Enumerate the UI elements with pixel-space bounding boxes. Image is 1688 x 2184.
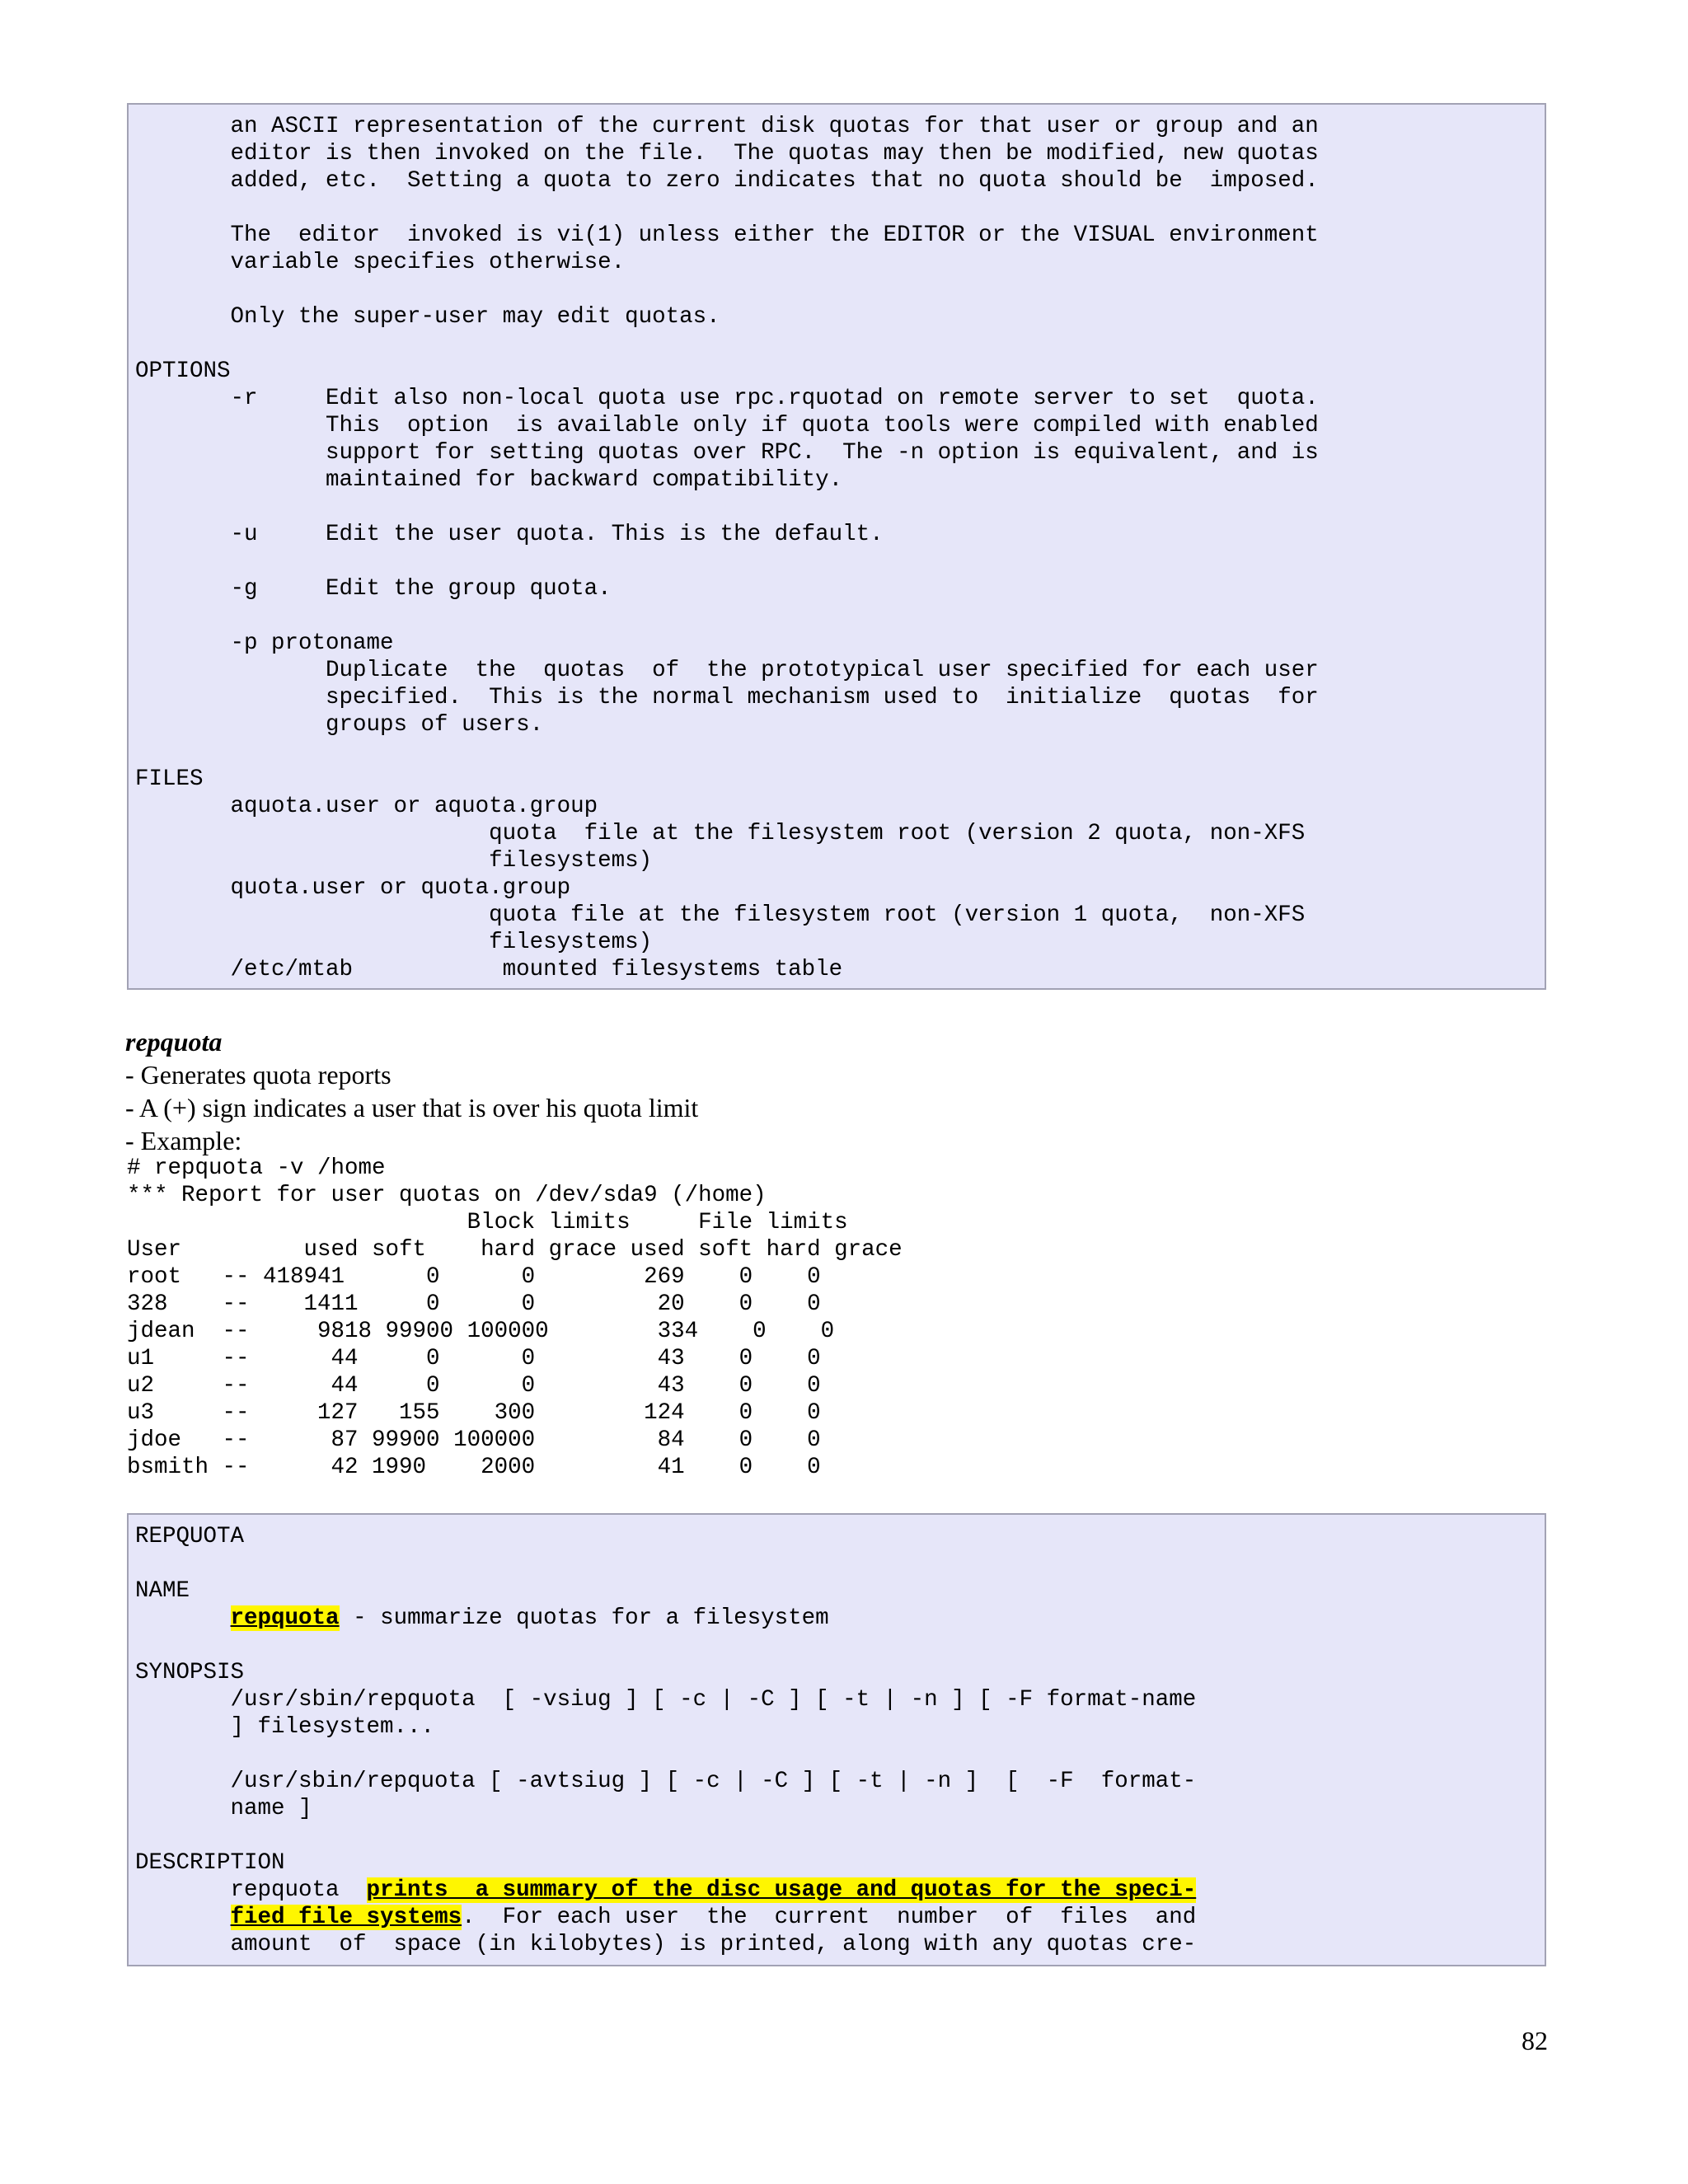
indent: [135, 1905, 231, 1930]
synopsis-line: /usr/sbin/repquota [ -vsiug ] [ -c | -C ] [ -t | -n ] [ -F format-name: [135, 1687, 1197, 1713]
indent: [135, 1605, 231, 1631]
bullet-generates-reports: - Generates quota reports: [125, 1060, 392, 1090]
name-highlight: repquota: [230, 1605, 340, 1631]
manpage-line: FILES: [135, 766, 204, 792]
repquota-example-output: [127, 1155, 903, 1481]
manpage-line: added, etc. Setting a quota to zero indicates that no quota should be imposed.: [135, 168, 1319, 194]
manpage-line: variable specifies otherwise.: [135, 250, 626, 275]
description-highlight-1: prints a summary of the disc usage and quotas for the speci-: [366, 1877, 1197, 1903]
repquota-manpage-text: [129, 1515, 1545, 1958]
report-line: u3 -- 127 155 300 124 0 0: [127, 1400, 821, 1426]
bullet-plus-sign: - A (+) sign indicates a user that is over his quota limit: [125, 1093, 699, 1122]
manpage-line: maintained for backward compatibility.: [135, 467, 843, 493]
report-line: Block limits File limits: [127, 1210, 848, 1235]
manpage-line: OPTIONS: [135, 359, 231, 384]
synopsis-heading: SYNOPSIS: [135, 1660, 245, 1685]
report-line: 328 -- 1411 0 0 20 0 0: [127, 1291, 821, 1317]
description-heading: DESCRIPTION: [135, 1850, 285, 1876]
manpage-line: specified. This is the normal mechanism used to initialize quotas for: [135, 685, 1319, 710]
manpage-line: groups of users.: [135, 712, 544, 738]
report-line: root -- 418941 0 0 269 0 0: [127, 1264, 821, 1290]
description-text-3: amount of space (in kilobytes) is printed, along with any quotas cre-: [135, 1932, 1197, 1957]
synopsis-line: name ]: [135, 1796, 312, 1821]
bullet-example: - Example:: [125, 1126, 242, 1155]
report-line: jdoe -- 87 99900 100000 84 0 0: [127, 1427, 821, 1453]
description-prefix: repquota: [135, 1877, 367, 1903]
manpage-title: REPQUOTA: [135, 1524, 245, 1549]
manpage-line: -g Edit the group quota.: [135, 576, 612, 602]
description-highlight-2: fied file systems: [230, 1905, 462, 1930]
repquota-heading: repquota: [125, 1027, 223, 1057]
report-line: u2 -- 44 0 0 43 0 0: [127, 1373, 821, 1399]
manpage-line: This option is available only if quota tools were compiled with enabled: [135, 413, 1319, 438]
manpage-line: an ASCII representation of the current disk quotas for that user or group and an: [135, 114, 1319, 139]
manpage-line: filesystems): [135, 848, 653, 874]
manpage-line: Only the super-user may edit quotas.: [135, 304, 720, 330]
report-line: *** Report for user quotas on /dev/sda9 (/home): [127, 1183, 767, 1208]
report-line: User used soft hard grace used soft hard grace: [127, 1237, 903, 1263]
manpage-line: editor is then invoked on the file. The quotas may then be modified, new quotas: [135, 141, 1319, 166]
synopsis-line: ] filesystem...: [135, 1714, 435, 1740]
report-line: bsmith -- 42 1990 2000 41 0 0: [127, 1455, 821, 1480]
manpage-line: /etc/mtab mounted filesystems table: [135, 957, 843, 982]
manpage-line: -u Edit the user quota. This is the default.: [135, 522, 884, 547]
manpage-line: filesystems): [135, 930, 653, 955]
manpage-line: aquota.user or aquota.group: [135, 794, 598, 819]
page-number: 82: [1522, 2026, 1548, 2055]
name-heading: NAME: [135, 1578, 190, 1604]
name-description: - summarize quotas for a filesystem: [339, 1605, 829, 1631]
repquota-manpage-box: [127, 1513, 1546, 1966]
manpage-line: Duplicate the quotas of the prototypical user specified for each user: [135, 658, 1319, 683]
manpage-line: -p protoname: [135, 630, 394, 656]
report-line: jdean -- 9818 99900 100000 334 0 0: [127, 1319, 835, 1344]
manpage-line: quota.user or quota.group: [135, 875, 571, 901]
synopsis-lines: [135, 1687, 1196, 1821]
manpage-line: quota file at the filesystem root (version 2 quota, non-XFS: [135, 821, 1306, 846]
manpage-line: support for setting quotas over RPC. The -n option is equivalent, and is: [135, 440, 1319, 466]
manpage-line: The editor invoked is vi(1) unless either the EDITOR or the VISUAL environment: [135, 223, 1319, 248]
manpage-line: quota file at the filesystem root (version 1 quota, non-XFS: [135, 902, 1306, 928]
description-text-2: . For each user the current number of files and: [462, 1905, 1197, 1930]
synopsis-line: /usr/sbin/repquota [ -avtsiug ] [ -c | -C ] [ -t | -n ] [ -F format-: [135, 1769, 1197, 1794]
report-line: # repquota -v /home: [127, 1155, 386, 1181]
manpage-line: -r Edit also non-local quota use rpc.rquotad on remote server to set quota.: [135, 386, 1319, 411]
edquota-manpage-text: [129, 105, 1545, 983]
report-line: u1 -- 44 0 0 43 0 0: [127, 1346, 821, 1371]
repquota-section: [125, 1025, 1526, 1157]
edquota-manpage-box: [127, 103, 1546, 990]
